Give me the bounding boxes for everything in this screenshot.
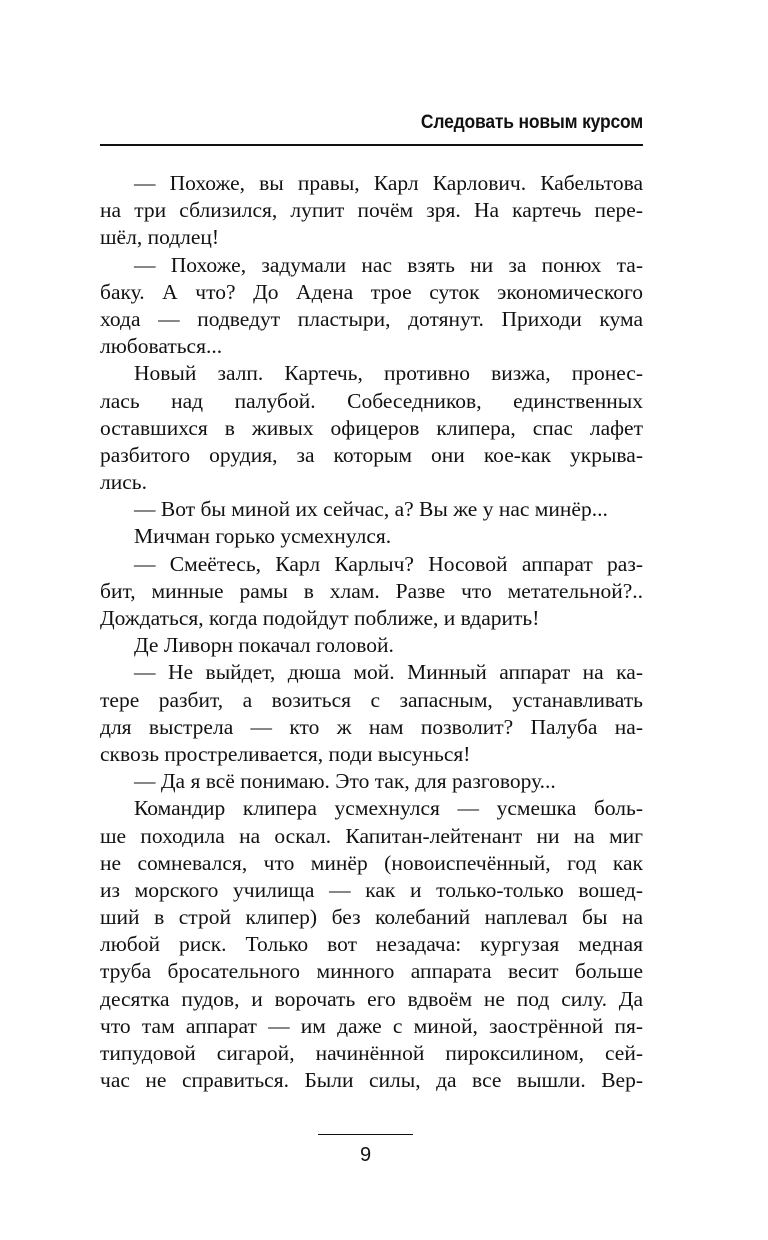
text-line: бит, минные рамы в хлам. Разве что метательной?.. [100,578,643,603]
text-line: оставшихся в живых офицеров клипера, спас лафет [100,415,643,440]
text-line: Мичман горько усмехнулся. [134,524,392,549]
text-line: любоваться... [100,334,223,359]
text-line: — Похоже, задумали нас взять ни за понюх та- [134,252,643,277]
text-line: — Похоже, вы правы, Карл Карлович. Кабельтова [134,171,643,195]
text-line: хода — подведут пластыри, дотянут. Приходи кума [100,306,643,331]
text-line: сквозь простреливается, поди высунься! [100,741,471,766]
text-line: — Смеётесь, Карл Карлыч? Носовой аппарат раз- [134,551,643,576]
text-line: — Вот бы миной их сейчас, а? Вы же у нас минёр... [134,497,608,522]
text-line: ший в строй клипер) без колебаний наплевал бы на [100,905,643,930]
text-line: десятка пудов, и ворочать его вдвоём не под силу. Да [100,986,643,1011]
text-line: — Да я всё понимаю. Это так, для разговору... [134,769,556,794]
text-line: баку. А что? До Адена трое суток экономического [100,279,643,304]
text-line: любой риск. Только вот незадача: кургузая медная [100,932,643,957]
text-line: ше походила на оскал. Капитан-лейтенант ни на миг [100,823,643,848]
text-line: из морского училища — как и только-только вошед- [100,877,643,902]
text-line: лись. [100,470,147,495]
text-line: Новый залп. Картечь, противно визжа, пронес- [134,361,643,386]
running-header: Следовать новым курсом [420,112,643,133]
text-line: Де Ливорн покачал головой. [134,633,394,658]
text-line: для выстрела — кто ж нам позволит? Палуба на- [100,714,643,739]
text-line: час не справиться. Были силы, да все вышли. Вер- [100,1068,643,1093]
text-line: не сомневался, что минёр (новоиспечённый, год как [100,850,643,875]
text-line: тере разбит, а возиться с запасным, устанавливать [100,687,643,712]
text-line: разбитого орудия, за которым они кое-как укрыва- [100,442,643,467]
text-line: шёл, подлец! [100,225,220,250]
text-line: что там аппарат — им даже с миной, заострённой пя- [100,1013,643,1038]
text-line: — Не выйдет, дюша мой. Минный аппарат на ка- [134,660,643,685]
footer-rule [318,1134,413,1135]
page-number: 9 [359,1144,372,1166]
text-line: Командир клипера усмехнулся — усмешка боль- [134,796,643,821]
text-line: типудовой сигарой, начинённой пироксилином, сей- [100,1041,643,1065]
text-line: труба бросательного минного аппарата весит больше [100,959,643,984]
header-rule [100,144,643,146]
text-line: лась над палубой. Собеседников, единственных [100,388,643,413]
text-line: Дождаться, когда подойдут поближе, и вдарить! [100,606,540,630]
text-line: на три сблизился, лупит почём зря. На картечь пере- [100,198,643,223]
body-text [100,170,643,1094]
